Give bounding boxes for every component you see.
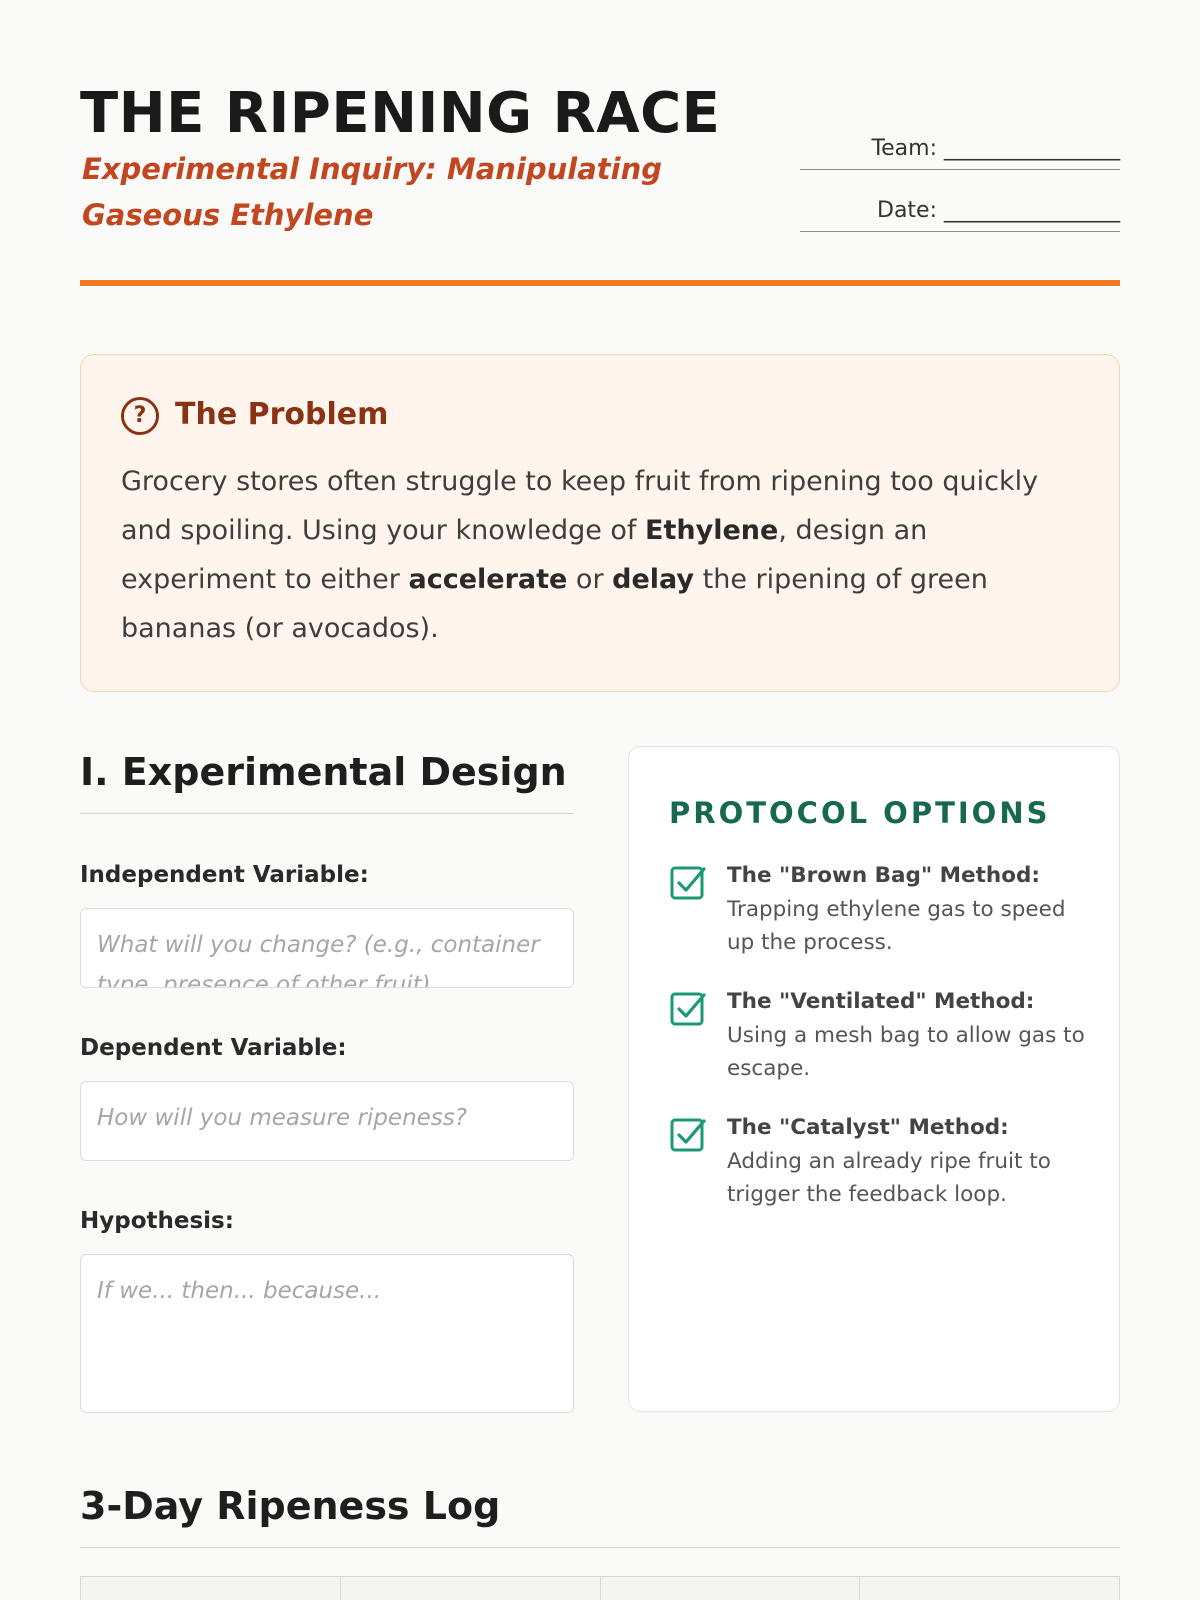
date-field[interactable]: Date: ________________ bbox=[800, 194, 1120, 232]
protocol-option-brown-bag bbox=[669, 859, 1089, 969]
keyword-accelerate: accelerate bbox=[408, 564, 568, 595]
problem-text: Grocery stores often struggle to keep fruit from ripening too quickly and spoiling. Using your knowledge of Ethylene, design an experiment to either accelerate or delay the ripening of green bananas (or avocados). bbox=[121, 466, 1039, 644]
ripeness-log-heading: 3-Day Ripeness Log bbox=[80, 1480, 1120, 1548]
protocol-options-card bbox=[628, 746, 1120, 1412]
ripeness-log-table bbox=[80, 1576, 1120, 1600]
dependent-variable-input[interactable] bbox=[81, 1082, 573, 1160]
worksheet-page bbox=[80, 0, 1120, 1600]
protocol-options-title: PROTOCOL OPTIONS bbox=[669, 796, 1051, 830]
page-subtitle: Experimental Inquiry: Manipulating Gaseous Ethylene bbox=[82, 152, 662, 232]
option-text: The "Brown Bag" Method: Trapping ethylene gas to speed up the process. bbox=[727, 863, 1066, 955]
independent-variable-input[interactable] bbox=[81, 909, 573, 987]
worksheet-header bbox=[80, 80, 1120, 286]
experimental-design-heading: I. Experimental Design bbox=[80, 748, 574, 814]
hypothesis-box bbox=[80, 1254, 574, 1413]
dependent-variable-box bbox=[80, 1081, 574, 1161]
checkbox-checked-icon bbox=[669, 863, 707, 901]
hypothesis-input[interactable] bbox=[81, 1255, 573, 1412]
keyword-ethylene: Ethylene bbox=[645, 515, 779, 546]
question-circle-icon: ? bbox=[121, 397, 159, 435]
header-divider bbox=[80, 280, 1120, 286]
table-header-cell bbox=[601, 1577, 861, 1600]
table-header-cell bbox=[341, 1577, 601, 1600]
independent-variable-label: Independent Variable: bbox=[80, 862, 369, 888]
protocol-option-catalyst bbox=[669, 1111, 1089, 1221]
table-header-cell bbox=[860, 1577, 1119, 1600]
protocol-option-ventilated bbox=[669, 985, 1089, 1095]
checkbox-checked-icon bbox=[669, 1115, 707, 1153]
page-title: THE RIPENING RACE bbox=[80, 81, 721, 146]
dependent-variable-label: Dependent Variable: bbox=[80, 1035, 347, 1061]
option-text: The "Ventilated" Method: Using a mesh bag to allow gas to escape. bbox=[727, 989, 1085, 1081]
keyword-delay: delay bbox=[612, 564, 695, 595]
independent-variable-box bbox=[80, 908, 574, 988]
team-field[interactable]: Team: ________________ bbox=[800, 132, 1120, 170]
problem-box bbox=[80, 354, 1120, 692]
option-text: The "Catalyst" Method: Adding an already ripe fruit to trigger the feedback loop. bbox=[727, 1115, 1051, 1207]
problem-title: The Problem bbox=[175, 397, 389, 432]
table-header-cell bbox=[81, 1577, 341, 1600]
hypothesis-label: Hypothesis: bbox=[80, 1208, 234, 1234]
checkbox-checked-icon bbox=[669, 989, 707, 1027]
